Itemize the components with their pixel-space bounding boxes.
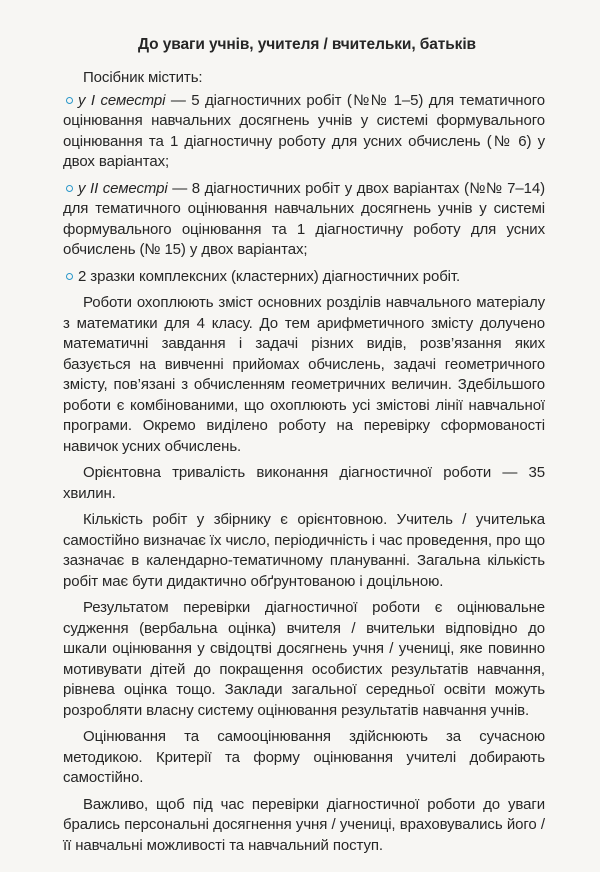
list-item-text: — 5 діагностичних робіт (№№ 1–5) для тематичного оцінювання навчальних досягнень учнів у системі формувального оцінювання та 1 діагностичну роботу для усних обчислень (№ 6) у двох варіантах; bbox=[63, 91, 545, 170]
list-item bbox=[63, 179, 545, 261]
paragraph-important: Важливо, щоб під час перевірки діагностичної роботи до уваги брались персональні досягнення учня / учениці, враховувались його / її навчальні можливості та навчальний поступ. bbox=[63, 795, 545, 854]
list-item-text: — 8 діагностичних робіт у двох варіантах (№№ 7–14) для тематичного оцінювання навчальних досягнень учнів у системі формувального оцінювання та 1 діагностичну роботу для усних обчислень (№ 15) у двох варіантах; bbox=[63, 179, 545, 258]
bullet-circle-icon bbox=[66, 185, 73, 192]
list-item bbox=[63, 267, 545, 288]
list-item bbox=[63, 91, 545, 173]
semester-label: у І семестрі bbox=[78, 91, 166, 109]
list-item-text: 2 зразки комплексних (кластерних) діагностичних робіт. bbox=[78, 267, 461, 285]
page-title: До уваги учнів, учителя / вчительки, батьків bbox=[138, 36, 476, 53]
paragraph-duration: Орієнтовна тривалість виконання діагностичної роботи — 35 хвилин. bbox=[63, 464, 545, 502]
bullet-circle-icon bbox=[66, 97, 73, 104]
semester-label: у ІІ семестрі bbox=[78, 179, 168, 197]
paragraph-quantity: Кількість робіт у збірнику є орієнтовною. Учитель / учителька самостійно визначає їх число, періодичність і час проведення, про що зазначає в календарно-тематичному плануванні. Загальна кількість робіт має бути дидактично обґрунтованою і доцільною. bbox=[63, 511, 545, 590]
paragraph-results: Результатом перевірки діагностичної роботи є оцінювальне судження (вербальна оцінка) вчителя / вчительки відповідно до шкали оцінювання у свідоцтві досягнень учня / учениці, яке повинно мотивувати дітей до покращення особистих результатів навчання, рівнева оцінка тощо. Заклади загальної середньої освіти можуть розробляти власну систему оцінювання результатів навчання учнів. bbox=[63, 599, 545, 719]
paragraph-assessment: Оцінювання та самооцінювання здійснюють за сучасною методикою. Критерії та форму оцінювання учителі добирають самостійно. bbox=[63, 728, 545, 786]
paragraph-content: Роботи охоплюють зміст основних розділів навчального матеріалу з математики для 4 класу. До тем арифметичного змісту долучено математичні завдання і задачі різних видів, розв’язання яких базується на вивченні прийомах обчислень, задачі геометричного змісту, пов’язані з обчисленням геометричних величин. Здебільшого роботи є комбінованими, що охоплюють усі змістові лінії навчальної програми. Окремо виділено роботу на перевірку сформованості навичок усних обчислень. bbox=[63, 294, 545, 455]
intro-text: Посібник містить: bbox=[83, 69, 203, 86]
bullet-circle-icon bbox=[66, 273, 73, 280]
